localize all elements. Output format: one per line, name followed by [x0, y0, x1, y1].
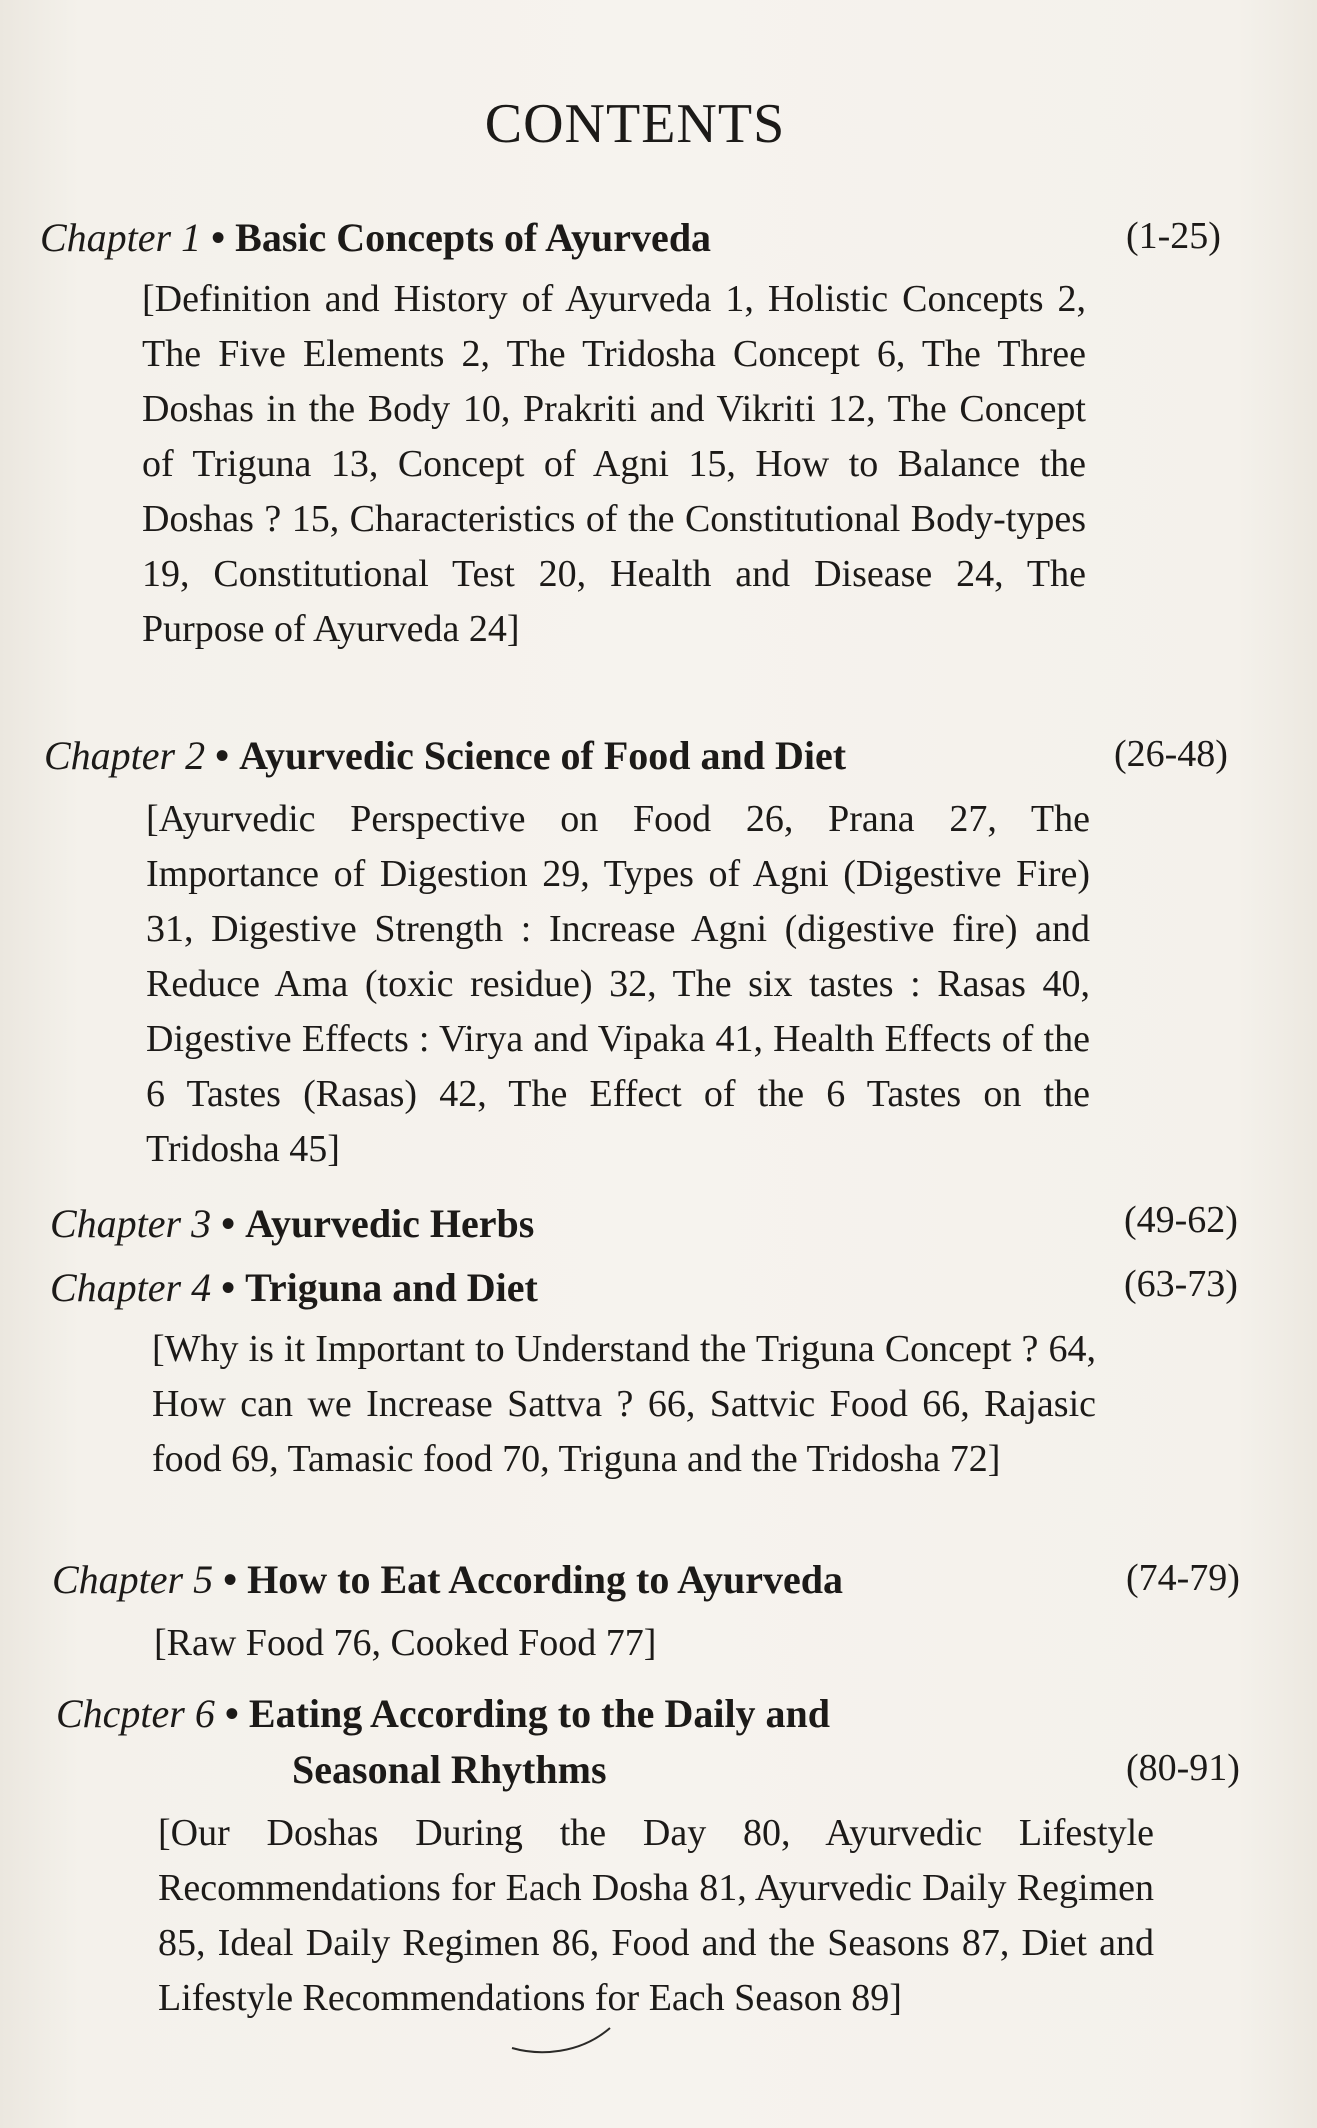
chapter-6-pages: (80-91) [1126, 1747, 1240, 1789]
chapter-5-description: [Raw Food 76, Cooked Food 77] [154, 1622, 657, 1664]
chapter-5-label: Chapter 5 [52, 1557, 214, 1602]
chapter-1-title: Basic Concepts of Ayurveda [235, 215, 712, 260]
page-title: CONTENTS [484, 93, 786, 155]
bullet-icon: • [215, 733, 230, 778]
chapter-2-heading [44, 732, 846, 779]
chapter-5-heading [52, 1556, 843, 1603]
chapter-4-pages: (63-73) [1124, 1263, 1238, 1305]
bullet-icon: • [224, 1691, 239, 1736]
chapter-4-label: Chapter 4 [50, 1265, 212, 1310]
chapter-3-heading [50, 1200, 534, 1247]
chapter-6-title: Eating According to the Daily and [248, 1691, 831, 1736]
chapter-2-pages: (26-48) [1114, 733, 1228, 775]
bullet-icon: • [223, 1557, 238, 1602]
chapter-1-heading [40, 214, 711, 261]
bullet-icon: • [221, 1201, 236, 1246]
chapter-3-label: Chapter 3 [50, 1201, 212, 1246]
chapter-6-description: [Our Doshas During the Day 80, Ayurvedic Lifestyle Recommendations for Each Dosha 81, Ayurvedic Daily Regimen 85, Ideal Daily Regimen 86, Food and the Seasons 87, Diet and Lifestyle Recommendations for Each Season 89] [158, 1812, 1154, 2019]
pen-stroke-mark [510, 2018, 620, 2058]
chapter-6-heading [56, 1690, 830, 1737]
chapter-2-description: [Ayurvedic Perspective on Food 26, Prana 27, The Importance of Digestion 29, Types of Agni (Digestive Fire) 31, Digestive Strength : Increase Agni (digestive fire) and Reduce Ama (toxic residue) 32, The six tastes : Rasas 40, Digestive Effects : Virya and Vipaka 41, Health Effects of the 6 Tastes (Rasas) 42, The Effect of the 6 Tastes on the Tridosha 45] [146, 798, 1090, 1170]
chapter-4-title: Triguna and Diet [245, 1265, 538, 1310]
chapter-6-label: Chcpter 6 [56, 1691, 215, 1736]
chapter-2-label: Chapter 2 [44, 733, 206, 778]
chapter-1-description: [Definition and History of Ayurveda 1, Holistic Concepts 2, The Five Elements 2, The Tridosha Concept 6, The Three Doshas in the Body 10, Prakriti and Vikriti 12, The Concept of Triguna 13, Concept of Agni 15, How to Balance the Doshas ? 15, Characteristics of the Constitutional Body-types 19, Constitutional Test 20, Health and Disease 24, The Purpose of Ayurveda 24] [142, 278, 1086, 650]
chapter-5-pages: (74-79) [1126, 1557, 1240, 1599]
chapter-5-title: How to Eat According to Ayurveda [247, 1557, 844, 1602]
chapter-4-description: [Why is it Important to Understand the Triguna Concept ? 64, How can we Increase Sattva ? 66, Sattvic Food 66, Rajasic food 69, Tamasic food 70, Triguna and the Tridosha 72] [152, 1328, 1096, 1480]
chapter-1-label: Chapter 1 [40, 215, 202, 260]
chapter-2-title: Ayurvedic Science of Food and Diet [239, 733, 847, 778]
chapter-3-pages: (49-62) [1124, 1199, 1238, 1241]
bullet-icon: • [221, 1265, 236, 1310]
chapter-6-title-line2: Seasonal Rhythms [292, 1747, 607, 1792]
chapter-3-title: Ayurvedic Herbs [245, 1201, 535, 1246]
bullet-icon: • [211, 215, 226, 260]
chapter-1-pages: (1-25) [1126, 215, 1221, 257]
chapter-4-heading [50, 1264, 538, 1311]
